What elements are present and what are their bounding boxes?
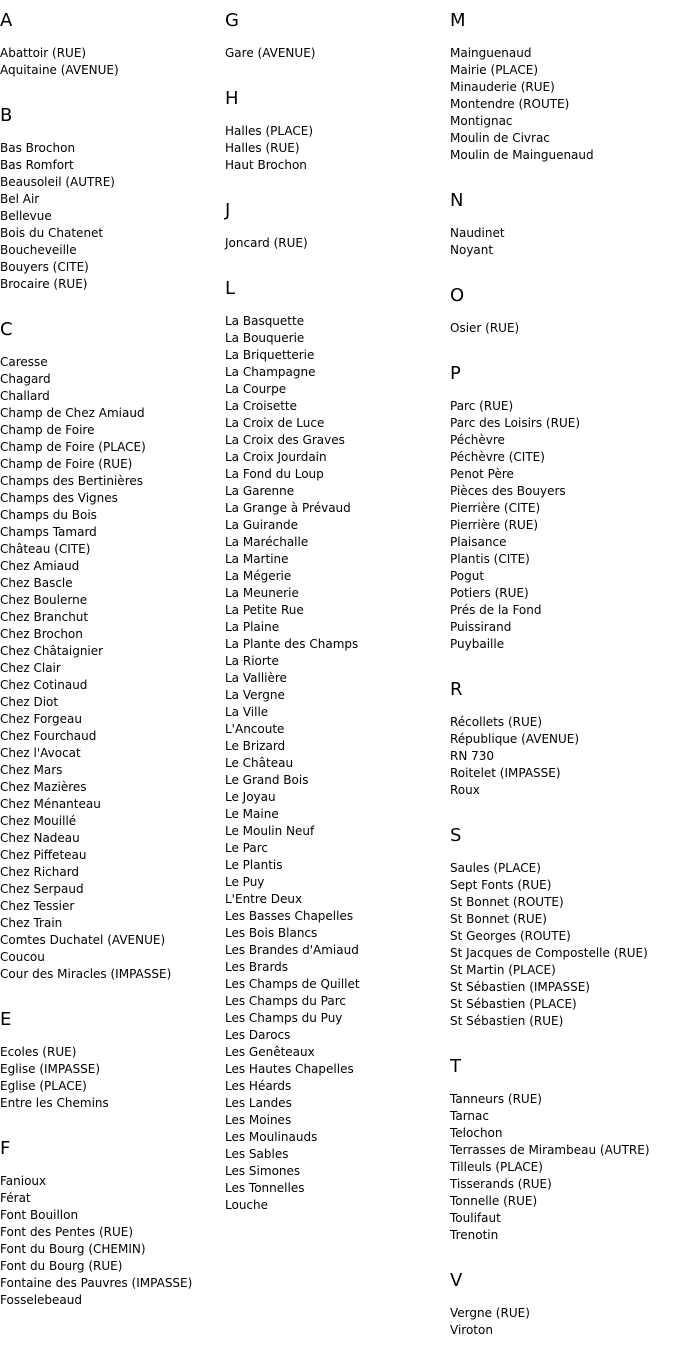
street-item: Challard [0,389,50,403]
letter-section-r [450,679,675,799]
street-item: Pierrière (RUE) [450,518,538,532]
street-item: La Croix des Graves [225,433,345,447]
street-item: Toulifaut [450,1211,501,1225]
street-item: Ecoles (RUE) [0,1045,77,1059]
street-item: Fontaine des Pauvres (IMPASSE) [0,1276,193,1290]
street-item: Font du Bourg (RUE) [0,1259,123,1273]
street-item: Trenotin [450,1228,499,1242]
street-item: Les Champs du Parc [225,994,346,1008]
street-item: Terrasses de Mirambeau (AUTRE) [450,1143,650,1157]
street-item: St Bonnet (RUE) [450,912,547,926]
street-item: Plaisance [450,535,507,549]
street-item: La Croix de Luce [225,416,325,430]
section-letter: R [450,679,463,700]
section-letter: N [450,190,464,211]
street-item: St Bonnet (ROUTE) [450,895,564,909]
street-item: Les Basses Chapelles [225,909,354,923]
street-item: Boucheveille [0,243,77,257]
street-item: Chez Boulerne [0,593,88,607]
street-item: La Briquetterie [225,348,315,362]
street-item: Chez Ménanteau [0,797,101,811]
street-item: St Martin (PLACE) [450,963,556,977]
street-item: La Riorte [225,654,279,668]
street-item: La Grange à Prévaud [225,501,351,515]
street-item: Château (CITE) [0,542,91,556]
street-item: Tanneurs (RUE) [450,1092,542,1106]
street-item: Le Joyau [225,790,276,804]
street-item: Minauderie (RUE) [450,80,555,94]
street-item: Chez Mouillé [0,814,77,828]
street-item: Chez Cotinaud [0,678,88,692]
street-item: Le Grand Bois [225,773,309,787]
letter-section-a [0,10,222,79]
street-item: Telochon [450,1126,503,1140]
street-item: Chez Nadeau [0,831,80,845]
street-item: Pierrière (CITE) [450,501,541,515]
street-item: Chez Brochon [0,627,83,641]
street-item: Les Sables [225,1147,289,1161]
street-item: Entre les Chemins [0,1096,109,1110]
street-item: Vergne (RUE) [450,1306,530,1320]
street-item: Comtes Duchatel (AVENUE) [0,933,166,947]
street-item: Halles (RUE) [225,141,300,155]
section-letter: E [0,1009,12,1030]
section-letter: F [0,1138,11,1159]
letter-section-t [450,1056,675,1244]
street-item: La Courpe [225,382,287,396]
street-item: La Guirande [225,518,298,532]
street-item: Chez Bascle [0,576,73,590]
street-item: Parc (RUE) [450,399,514,413]
street-column-3 [450,10,675,1365]
street-item: Aquitaine (AVENUE) [0,63,119,77]
street-item: Le Château [225,756,294,770]
street-item: Saules (PLACE) [450,861,541,875]
street-item: Chez Richard [0,865,80,879]
street-item: Parc des Loisirs (RUE) [450,416,581,430]
street-item: Chez Serpaud [0,882,84,896]
street-item: La Croisette [225,399,298,413]
street-item: Chez Mars [0,763,63,777]
street-item: Bas Romfort [0,158,74,172]
letter-section-b [0,105,222,293]
street-item: Joncard (RUE) [225,236,308,250]
letter-section-h [225,88,447,174]
street-item: Chagard [0,372,51,386]
street-item: Chez Piffeteau [0,848,87,862]
street-item: Chez Train [0,916,63,930]
street-item: Prés de la Fond [450,603,542,617]
street-item: Beausoleil (AUTRE) [0,175,115,189]
street-column-1 [0,10,222,1335]
section-letter: H [225,88,239,109]
street-item: La Garenne [225,484,295,498]
street-item: Les Brandes d'Amiaud [225,943,359,957]
street-item: Les Tonnelles [225,1181,305,1195]
street-item: St Sébastien (RUE) [450,1014,564,1028]
street-item: Gare (AVENUE) [225,46,316,60]
street-item: Bois du Chatenet [0,226,104,240]
street-item: Bouyers (CITE) [0,260,89,274]
street-item: Abattoir (RUE) [0,46,87,60]
section-letter: M [450,10,466,31]
street-item: Moulin de Civrac [450,131,550,145]
street-item: Champ de Foire (PLACE) [0,440,146,454]
street-item: Fosselebeaud [0,1293,82,1307]
street-item: Roitelet (IMPASSE) [450,766,561,780]
street-item: Champs des Bertinières [0,474,143,488]
street-item: Le Puy [225,875,265,889]
street-item: Mairie (PLACE) [450,63,539,77]
street-item: Les Champs du Puy [225,1011,343,1025]
letter-section-o [450,285,675,337]
letter-section-e [0,1009,222,1112]
street-item: RN 730 [450,749,495,763]
street-item: Champs Tamard [0,525,97,539]
street-item: St Georges (ROUTE) [450,929,571,943]
street-item: Chez Diot [0,695,59,709]
street-item: Les Bois Blancs [225,926,318,940]
street-item: Brocaire (RUE) [0,277,88,291]
street-item: La Basquette [225,314,305,328]
street-item: St Sébastien (PLACE) [450,997,577,1011]
street-item: Tisserands (RUE) [450,1177,552,1191]
street-item: Férat [0,1191,31,1205]
street-item: Champ de Foire [0,423,95,437]
section-letter: G [225,10,239,31]
street-item: Tilleuls (PLACE) [450,1160,543,1174]
street-item: Penot Père [450,467,514,481]
street-item: Les Hautes Chapelles [225,1062,354,1076]
street-item: Chez Clair [0,661,61,675]
street-item: Halles (PLACE) [225,124,314,138]
street-item: Bellevue [0,209,52,223]
street-item: Coucou [0,950,45,964]
street-item: Chez Fourchaud [0,729,97,743]
street-item: La Plante des Champs [225,637,359,651]
section-letter: C [0,319,13,340]
street-item: La Mégerie [225,569,292,583]
street-item: La Bouquerie [225,331,305,345]
street-item: Moulin de Mainguenaud [450,148,594,162]
street-item: Font des Pentes (RUE) [0,1225,134,1239]
street-item: La Croix Jourdain [225,450,327,464]
section-letter: T [450,1056,461,1077]
street-item: Les Héards [225,1079,292,1093]
street-item: Bel Air [0,192,40,206]
street-item: La Plaine [225,620,280,634]
street-item: L'Entre Deux [225,892,303,906]
street-item: Champ de Chez Amiaud [0,406,145,420]
street-item: Le Parc [225,841,268,855]
street-item: Louche [225,1198,269,1212]
street-item: La Maréchalle [225,535,309,549]
street-item: La Vallière [225,671,287,685]
street-item: La Petite Rue [225,603,304,617]
street-item: Pièces des Bouyers [450,484,566,498]
section-letter: L [225,278,236,299]
street-item: Caresse [0,355,48,369]
street-item: Le Moulin Neuf [225,824,315,838]
section-letter: P [450,363,461,384]
street-item: Pogut [450,569,485,583]
street-item: Les Darocs [225,1028,291,1042]
street-item: Eglise (IMPASSE) [0,1062,101,1076]
street-item: Les Moines [225,1113,292,1127]
section-letter: S [450,825,462,846]
street-item: Péchèvre (CITE) [450,450,545,464]
street-item: St Jacques de Compostelle (RUE) [450,946,648,960]
street-item: Les Moulinauds [225,1130,318,1144]
street-item: Récollets (RUE) [450,715,543,729]
street-item: Le Brizard [225,739,286,753]
street-item: Tarnac [450,1109,489,1123]
letter-section-m [450,10,675,164]
street-item: Naudinet [450,226,505,240]
street-item: La Fond du Loup [225,467,324,481]
street-item: St Sébastien (IMPASSE) [450,980,590,994]
street-item: Le Maine [225,807,279,821]
street-item: Mainguenaud [450,46,532,60]
letter-section-v [450,1270,675,1339]
street-item: Chez Mazières [0,780,87,794]
street-item: Haut Brochon [225,158,307,172]
street-item: Tonnelle (RUE) [450,1194,538,1208]
street-item: Cour des Miracles (IMPASSE) [0,967,172,981]
street-item: Chez Châtaignier [0,644,104,658]
section-letter: O [450,285,465,306]
street-item: Péchèvre [450,433,505,447]
street-item: Fanioux [0,1174,47,1188]
section-letter: B [0,105,13,126]
street-item: Montignac [450,114,513,128]
street-item: Potiers (RUE) [450,586,529,600]
street-item: Chez Branchut [0,610,89,624]
street-item: Puissirand [450,620,512,634]
letter-section-c [0,319,222,983]
street-item: La Meunerie [225,586,299,600]
letter-section-s [450,825,675,1030]
letter-section-p [450,363,675,653]
street-item: Montendre (ROUTE) [450,97,570,111]
street-item: Chez Tessier [0,899,75,913]
street-item: Chez l'Avocat [0,746,81,760]
street-item: Champs du Bois [0,508,97,522]
letter-section-f [0,1138,222,1309]
street-item: Font Bouillon [0,1208,79,1222]
street-item: Les Simones [225,1164,301,1178]
street-column-2 [225,10,447,1240]
street-item: République (AVENUE) [450,732,580,746]
street-item: Eglise (PLACE) [0,1079,87,1093]
letter-section-n [450,190,675,259]
letter-section-l [225,278,447,1214]
street-item: Champ de Foire (RUE) [0,457,133,471]
street-item: Plantis (CITE) [450,552,530,566]
section-letter: J [225,200,231,221]
street-item: Champs des Vignes [0,491,118,505]
street-item: Les Landes [225,1096,292,1110]
street-item: Puybaille [450,637,505,651]
letter-section-g [225,10,447,62]
section-letter: V [450,1270,463,1291]
street-item: Font du Bourg (CHEMIN) [0,1242,146,1256]
street-item: Sept Fonts (RUE) [450,878,552,892]
street-item: Bas Brochon [0,141,76,155]
street-item: Le Plantis [225,858,283,872]
street-item: Chez Forgeau [0,712,82,726]
street-item: Les Champs de Quillet [225,977,360,991]
street-item: Viroton [450,1323,493,1337]
street-item: L'Ancoute [225,722,285,736]
street-item: Roux [450,783,480,797]
street-item: Osier (RUE) [450,321,520,335]
street-item: Chez Amiaud [0,559,80,573]
street-item: Les Genêteaux [225,1045,315,1059]
street-item: Les Brards [225,960,289,974]
street-item: La Vergne [225,688,285,702]
street-item: La Ville [225,705,269,719]
street-item: La Champagne [225,365,316,379]
street-item: Noyant [450,243,494,257]
letter-section-j [225,200,447,252]
street-item: La Martine [225,552,289,566]
section-letter: A [0,10,13,31]
